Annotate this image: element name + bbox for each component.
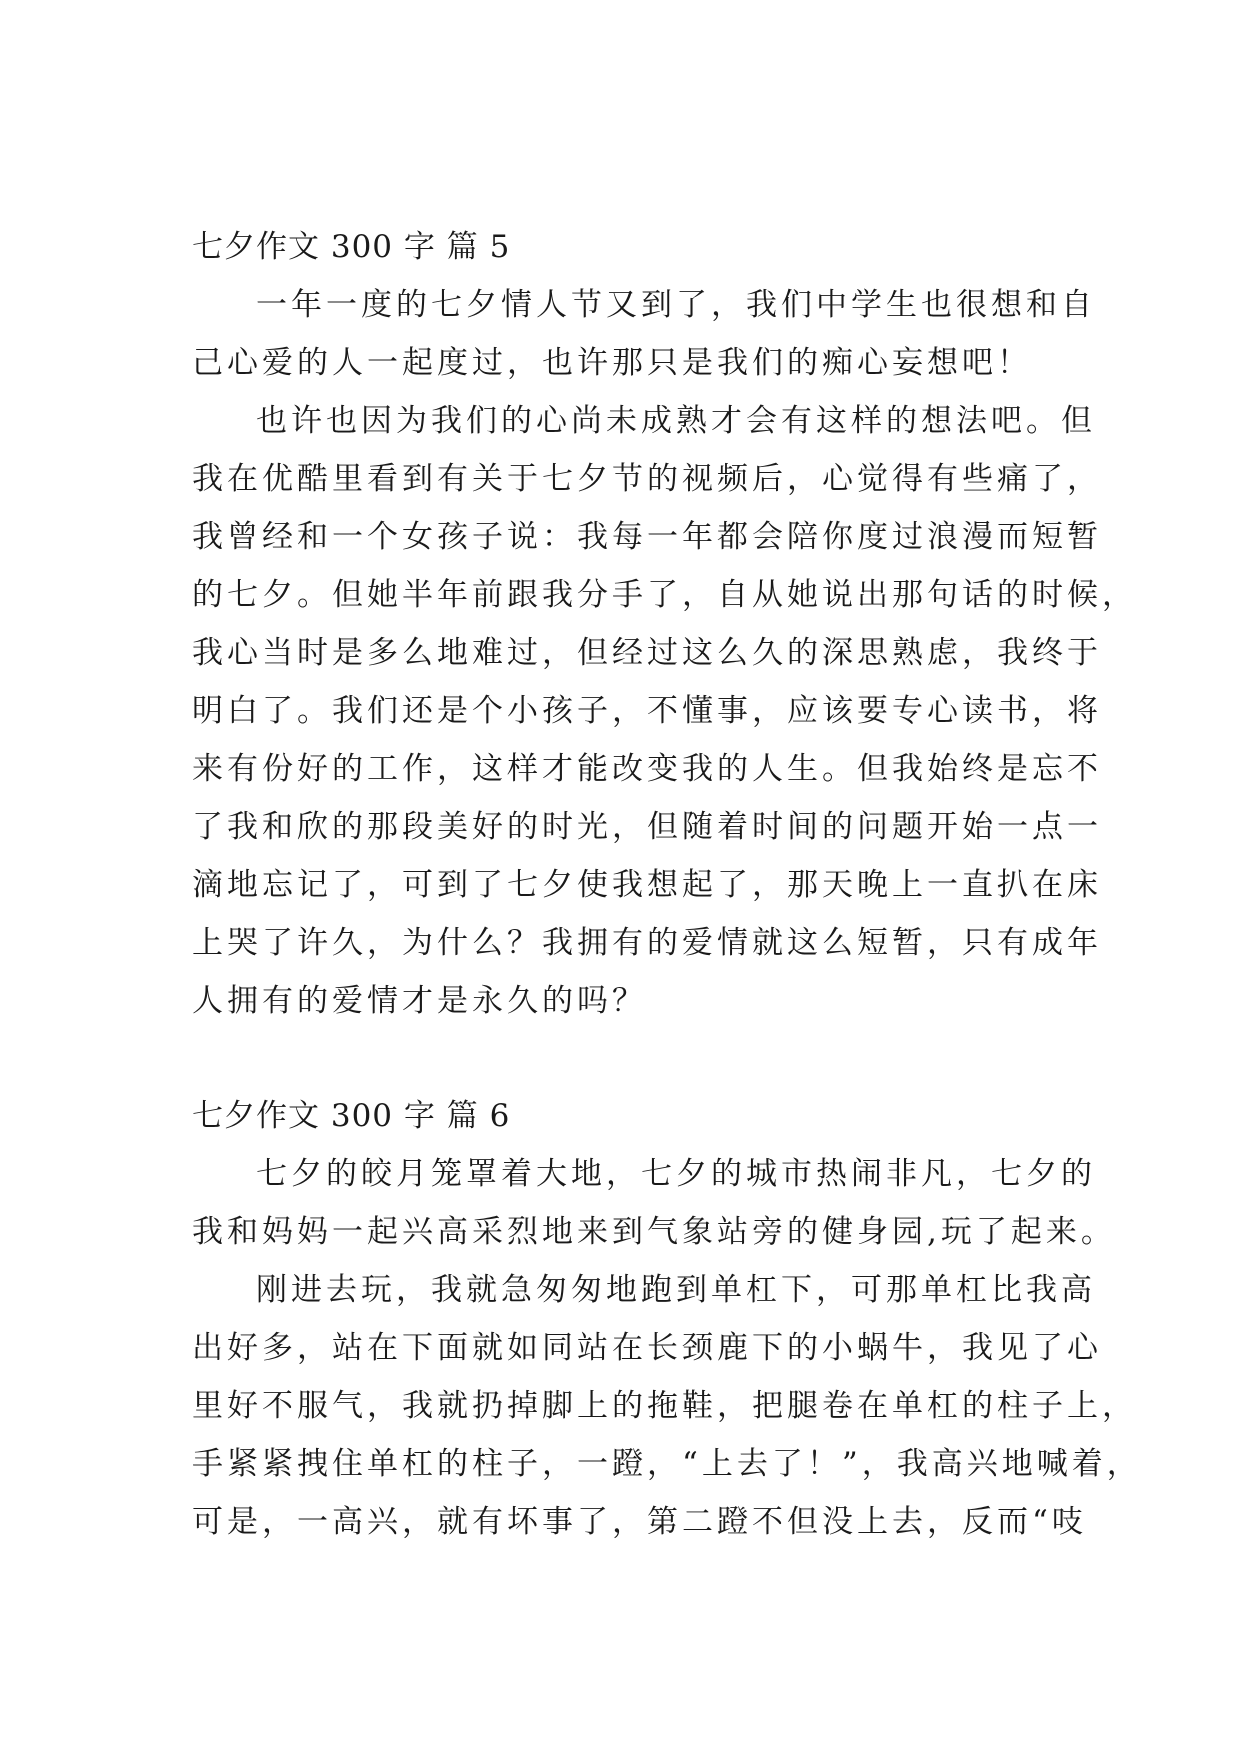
paragraph-line: 一年一度的七夕情人节又到了，我们中学生也很想和自 — [256, 287, 1096, 323]
paragraph-line: 我曾经和一个女孩子说：我每一年都会陪你度过浪漫而短暂 — [192, 519, 1102, 555]
paragraph-line: 刚进去玩，我就急匆匆地跑到单杠下，可那单杠比我高 — [256, 1272, 1096, 1308]
paragraph-line: 我和妈妈一起兴高采烈地来到气象站旁的健身园,玩了起来。 — [192, 1214, 1116, 1250]
essay-paragraph — [192, 392, 1137, 1030]
paragraph-line: 己心爱的人一起度过，也许那只是我们的痴心妄想吧！ — [192, 345, 1032, 381]
essay-section — [192, 218, 1137, 1030]
paragraph-line: 也许也因为我们的心尚未成熟才会有这样的想法吧。但 — [256, 403, 1096, 439]
paragraph-line: 明白了。我们还是个小孩子，不懂事，应该要专心读书，将 — [192, 693, 1102, 729]
paragraph-line: 上哭了许久，为什么？我拥有的爱情就这么短暂，只有成年 — [192, 925, 1102, 961]
essay-paragraph — [192, 1261, 1142, 1551]
essay-heading: 七夕作文 300 字 篇 5 — [192, 229, 511, 265]
paragraph-line: 的七夕。但她半年前跟我分手了，自从她说出那句话的时候， — [192, 577, 1137, 613]
essay-heading: 七夕作文 300 字 篇 6 — [192, 1098, 511, 1134]
paragraph-line: 人拥有的爱情才是永久的吗？ — [192, 983, 647, 1019]
essay-paragraph — [192, 1145, 1116, 1261]
paragraph-line: 我在优酷里看到有关于七夕节的视频后，心觉得有些痛了， — [192, 461, 1102, 497]
essay-section — [192, 1087, 1142, 1551]
essay-paragraph — [192, 276, 1096, 392]
paragraph-line: 可是，一高兴，就有坏事了，第二蹬不但没上去，反而“吱 — [192, 1504, 1087, 1540]
paragraph-line: 里好不服气，我就扔掉脚上的拖鞋，把腿卷在单杠的柱子上， — [192, 1388, 1137, 1424]
paragraph-line: 我心当时是多么地难过，但经过这么久的深思熟虑，我终于 — [192, 635, 1102, 671]
paragraph-line: 出好多，站在下面就如同站在长颈鹿下的小蜗牛，我见了心 — [192, 1330, 1102, 1366]
paragraph-line: 来有份好的工作，这样才能改变我的人生。但我始终是忘不 — [192, 751, 1102, 787]
paragraph-line: 了我和欣的那段美好的时光，但随着时间的问题开始一点一 — [192, 809, 1102, 845]
paragraph-line: 七夕的皎月笼罩着大地，七夕的城市热闹非凡，七夕的 — [256, 1156, 1096, 1192]
paragraph-line: 滴地忘记了，可到了七夕使我想起了，那天晚上一直扒在床 — [192, 867, 1102, 903]
paragraph-line: 手紧紧拽住单杠的柱子，一蹬，“上去了！”，我高兴地喊着， — [192, 1446, 1142, 1482]
